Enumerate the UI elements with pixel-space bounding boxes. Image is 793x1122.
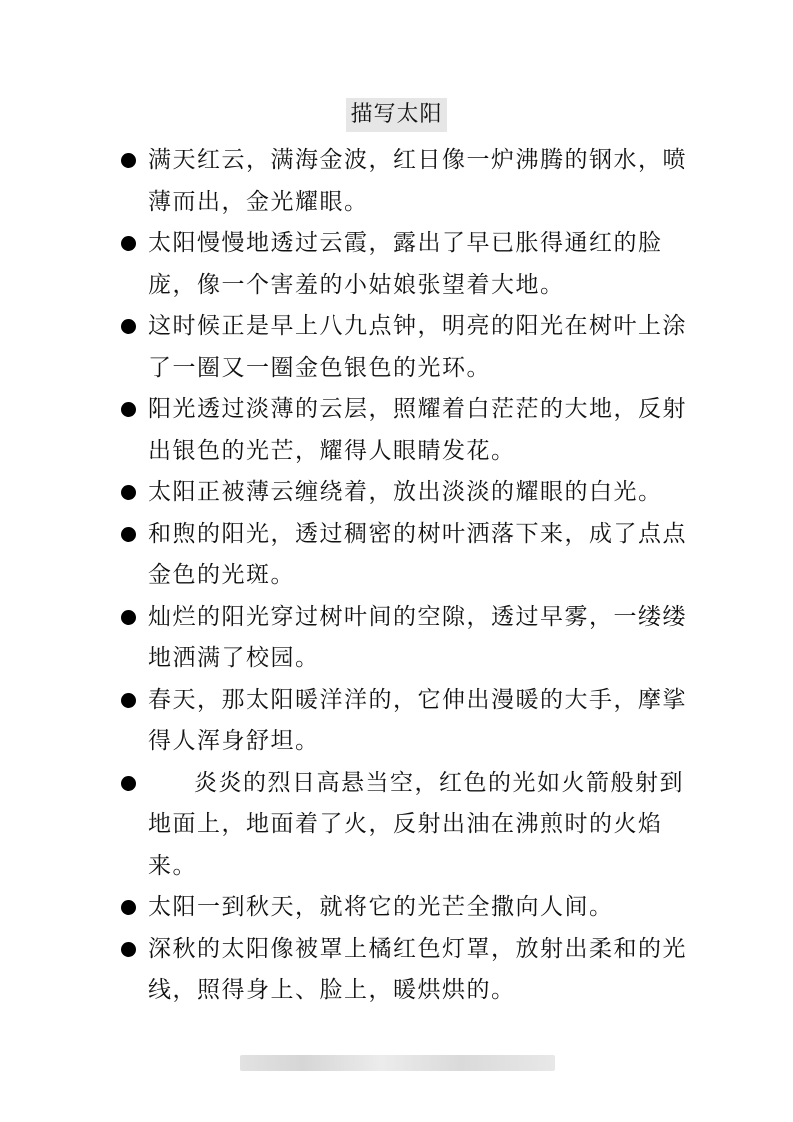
list-item-text: 深秋的太阳像被罩上橘红色灯罩，放射出柔和的光线，照得身上、脸上，暖烘烘的。 <box>148 935 687 1003</box>
list-item <box>118 763 688 888</box>
list-item-text: 炎炎的烈日高悬当空，红色的光如火箭般射到地面上，地面着了火，反射出油在沸煎时的火焰来。 <box>148 769 684 879</box>
list-item <box>118 389 688 472</box>
bullet-icon <box>121 402 136 417</box>
blurred-watermark-bar <box>240 1055 555 1071</box>
list-item-text: 太阳正被薄云缠绕着，放出淡淡的耀眼的白光。 <box>148 479 663 505</box>
list-item-text: 太阳慢慢地透过云霞，露出了早已胀得通红的脸庞，像一个害羞的小姑娘张望着大地。 <box>148 230 663 298</box>
bullet-icon <box>121 319 136 334</box>
list-item <box>118 306 688 389</box>
list-item-text: 灿烂的阳光穿过树叶间的空隙，透过早雾，一缕缕地洒满了校园。 <box>148 603 687 671</box>
bullet-icon <box>121 610 136 625</box>
list-item <box>118 887 688 929</box>
list-item <box>118 514 688 597</box>
list-item <box>118 140 688 223</box>
bullet-icon <box>121 527 136 542</box>
list-item-text: 这时候正是早上八九点钟，明亮的阳光在树叶上涂了一圈又一圈金色银色的光环。 <box>148 313 687 381</box>
bullet-icon <box>121 236 136 251</box>
list-item <box>118 680 688 763</box>
title-container <box>0 98 793 132</box>
list-item-text: 和煦的阳光，透过稠密的树叶洒落下来，成了点点金色的光斑。 <box>148 520 687 588</box>
bullet-icon <box>121 900 136 915</box>
list-item-text: 太阳一到秋天，就将它的光芒全撒向人间。 <box>148 894 614 920</box>
bullet-icon <box>121 693 136 708</box>
page-title: 描写太阳 <box>346 98 446 132</box>
list-item <box>118 223 688 306</box>
list-item-text: 满天红云，满海金波，红日像一炉沸腾的钢水，喷薄而出，金光耀眼。 <box>148 147 687 215</box>
list-item <box>118 929 688 1012</box>
list-item-text: 阳光透过淡薄的云层，照耀着白茫茫的大地，反射出银色的光芒，耀得人眼睛发花。 <box>148 396 687 464</box>
bullet-icon <box>121 153 136 168</box>
list-item <box>118 472 688 514</box>
list-item-text: 春天，那太阳暖洋洋的，它伸出漫暖的大手，摩挲得人浑身舒坦。 <box>148 686 687 754</box>
bullet-icon <box>121 942 136 957</box>
list-item <box>118 597 688 680</box>
sentence-list <box>118 140 688 1012</box>
bullet-icon <box>121 485 136 500</box>
bullet-icon <box>121 776 136 791</box>
